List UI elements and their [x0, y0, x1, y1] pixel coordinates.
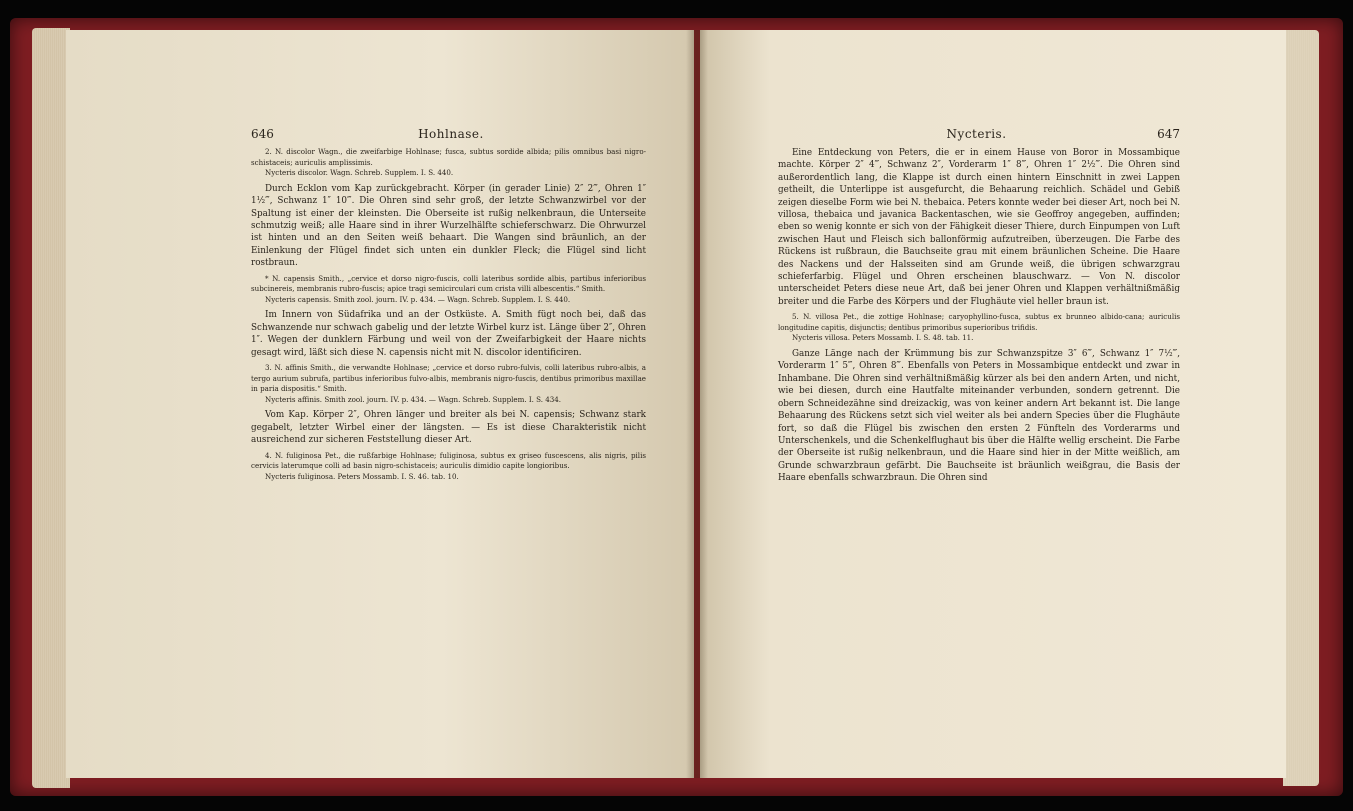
left-page-paragraph-ger: Im Innern von Südafrika und an der Ostküste. A. Smith fügt noch bei, daß das Schwanzende nur schwach gabelig und der letzte Wirbel kurz ist. Länge über 2″, Ohren 1″. Wegen der dunklern Färbung und weil von der Zweifarbigkeit der Haare nichts gesagt wird, läßt sich diese N. capensis nicht mit N. discolor identificiren.	[251, 310, 646, 358]
left-page-paragraph-lat: 4. N. fuliginosa Pet., die rußfarbige Hohlnase; fuliginosa, subtus ex griseo fuscescens, alis nigris, pilis cervicis laterumque colli ad basin nigro-schistaceis; auriculis dimidio capite longioribus.	[251, 450, 646, 471]
left-body	[251, 147, 646, 486]
right-page	[700, 30, 1286, 778]
right-running-title: Nycteris.	[946, 127, 1007, 141]
left-page-number: 646	[251, 127, 274, 141]
right-page-paragraph-lat: 5. N. villosa Pet., die zottige Hohlnase; caryophyllino-fusca, subtus ex brunneo albido-cana; auriculis longitudine capitis, disjunctis; dentibus primoribus superioribus trifidis.	[778, 312, 1180, 332]
left-page-paragraph-lat: 2. N. discolor Wagn., die zweifarbige Hohlnase; fusca, subtus sordide albida; pilis omnibus basi nigro-schistaceis; auriculis amplissimis.	[251, 147, 646, 167]
right-page-number: 647	[1157, 127, 1180, 141]
left-text-column	[251, 127, 646, 486]
left-page-paragraph-ref: Nycteris capensis. Smith zool. journ. IV. p. 434. — Wagn. Schreb. Supplem. I. S. 440.	[265, 294, 571, 304]
left-page-paragraph-ref: Nycteris discolor. Wagn. Schreb. Supplem. I. S. 440.	[265, 168, 454, 178]
left-page-paragraph-lat: 3. N. affinis Smith., die verwandte Hohlnase; „cervice et dorso rubro-fulvis, colli lateribus rubro-albis, a tergo aurium subrufa, partibus inferioribus fulvo-albis, membranis nigro-fuscis, dentibus primoribus maxillae in paria dispositis.“ Smith.	[251, 363, 646, 394]
page-edges-right	[1283, 30, 1319, 786]
left-page-paragraph-ger: Vom Kap. Körper 2″, Ohren länger und breiter als bei N. capensis; Schwanz stark gegabelt, letzter Wirbel einer der längsten. — Es ist diese Charakteristik nicht ausreichend zur sicheren Feststellung dieser Art.	[251, 410, 646, 446]
left-running-title: Hohlnase.	[418, 127, 484, 141]
right-body	[778, 147, 1180, 489]
page-edges-left	[32, 28, 70, 788]
left-running-head	[251, 127, 646, 141]
left-page-paragraph-lat: * N. capensis Smith., „cervice et dorso nigro-fuscis, colli lateribus sordide albis, partibus inferioribus subcinereis, membranis rubro-fuscis; apice tragi semicirculari cum crista villi albescentis.“ Smith.	[251, 273, 646, 294]
right-page-paragraph-ref: Nycteris villosa. Peters Mossamb. I. S. 48. tab. 11.	[792, 333, 974, 343]
right-page-paragraph-ger: Eine Entdeckung von Peters, die er in einem Hause von Boror in Mossambique machte. Körper 2″ 4‴, Schwanz 2″, Vorderarm 1″ 8‴, Ohren 1″ 2½‴. Die Ohren sind außerordentlich lang, die Klappe ist durch einen hintern Einschnitt in zwei Lappen getheilt, die Unterlippe ist ausgefurcht, die Behaarung reichlich. Schädel und Gebiß zeigen dieselbe Form wie bei N. thebaica. Peters konnte weder bei dieser Art, noch bei N. villosa, thebaica und javanica Backentaschen, wie sie Geoffroy angegeben, auffinden; eben so wenig konnte er sich von der Fähigkeit dieser Thiere, durch Einpumpen von Luft zwischen Haut und Fleisch sich ballonförmig aufzutreiben, überzeugen. Die Farbe des Rückens ist rußbraun, die Bauchseite grau mit einem bräunlichen Scheine. Die Haare des Nackens und der Halsseiten sind am Grunde weiß, die übrigen schwarzgrau schieferfarbig. Flügel und Ohren erscheinen blauschwarz. — Von N. discolor unterscheidet Peters diese neue Art, daß bei jener Ohren und Klappen verhältnißmäßig breiter und die Farbe des Körpers und der Flughäute viel heller braun ist.	[778, 148, 1180, 307]
left-page-paragraph-ger: Durch Ecklon vom Kap zurückgebracht. Körper (in gerader Linie) 2″ 2‴, Ohren 1″ 1½‴, Schwanz 1″ 10‴. Die Ohren sind sehr groß, der letzte Schwanzwirbel vor der Spaltung ist einer der kleinsten. Die Oberseite ist rußig nelkenbraun, die Unterseite schmutzig weiß; alle Haare sind in ihrer Wurzelhälfte schieferschwarz. Die Ohrwurzel ist hinten und an den Seiten weiß behaart. Die Wangen sind bräunlich, an der Einlenkung der Flügel findet sich unten ein dunkler Fleck; die Flügel sind licht rostbraun.	[251, 183, 646, 269]
right-running-head	[778, 127, 1180, 141]
left-page-paragraph-ref: Nycteris affinis. Smith zool. journ. IV. p. 434. — Wagn. Schreb. Supplem. I. S. 434.	[265, 394, 562, 404]
right-text-column	[778, 127, 1180, 489]
left-page-paragraph-ref: Nycteris fuliginosa. Peters Mossamb. I. S. 46. tab. 10.	[265, 471, 459, 481]
right-page-paragraph-ger: Ganze Länge nach der Krümmung bis zur Schwanzspitze 3″ 6‴, Schwanz 1″ 7½‴, Vorderarm 1″ 5‴, Ohren 8‴. Ebenfalls von Peters in Mossambique entdeckt und zwar in Inhambane. Die Ohren sind verhältnißmäßig kürzer als bei den andern Arten, und nicht, wie bei diesen, durch eine Hautfalte miteinander verbunden, sondern getrennt. Die obern Schneidezähne sind dreizackig, was von keiner andern Art bekannt ist. Die lange Behaarung des Rückens setzt sich viel weiter als bei andern Species über die Flughäute fort, so daß die Flügel bis zwischen den ersten 2 Fünfteln des Vorderarms und Unterschenkels, und die Schenkelflughaut bis über die Hälfte wellig erscheint. Die Farbe der Oberseite ist rußig nelkenbraun, und die Haare sind hier in der Mitte weißlich, am Grunde schwarzbraun gefärbt. Die Bauchseite ist bräunlich weißgrau, die Basis der Haare ebenfalls schwarzbraun. Die Ohren sind	[778, 349, 1180, 484]
left-page	[66, 30, 694, 778]
book-gutter	[686, 30, 708, 778]
